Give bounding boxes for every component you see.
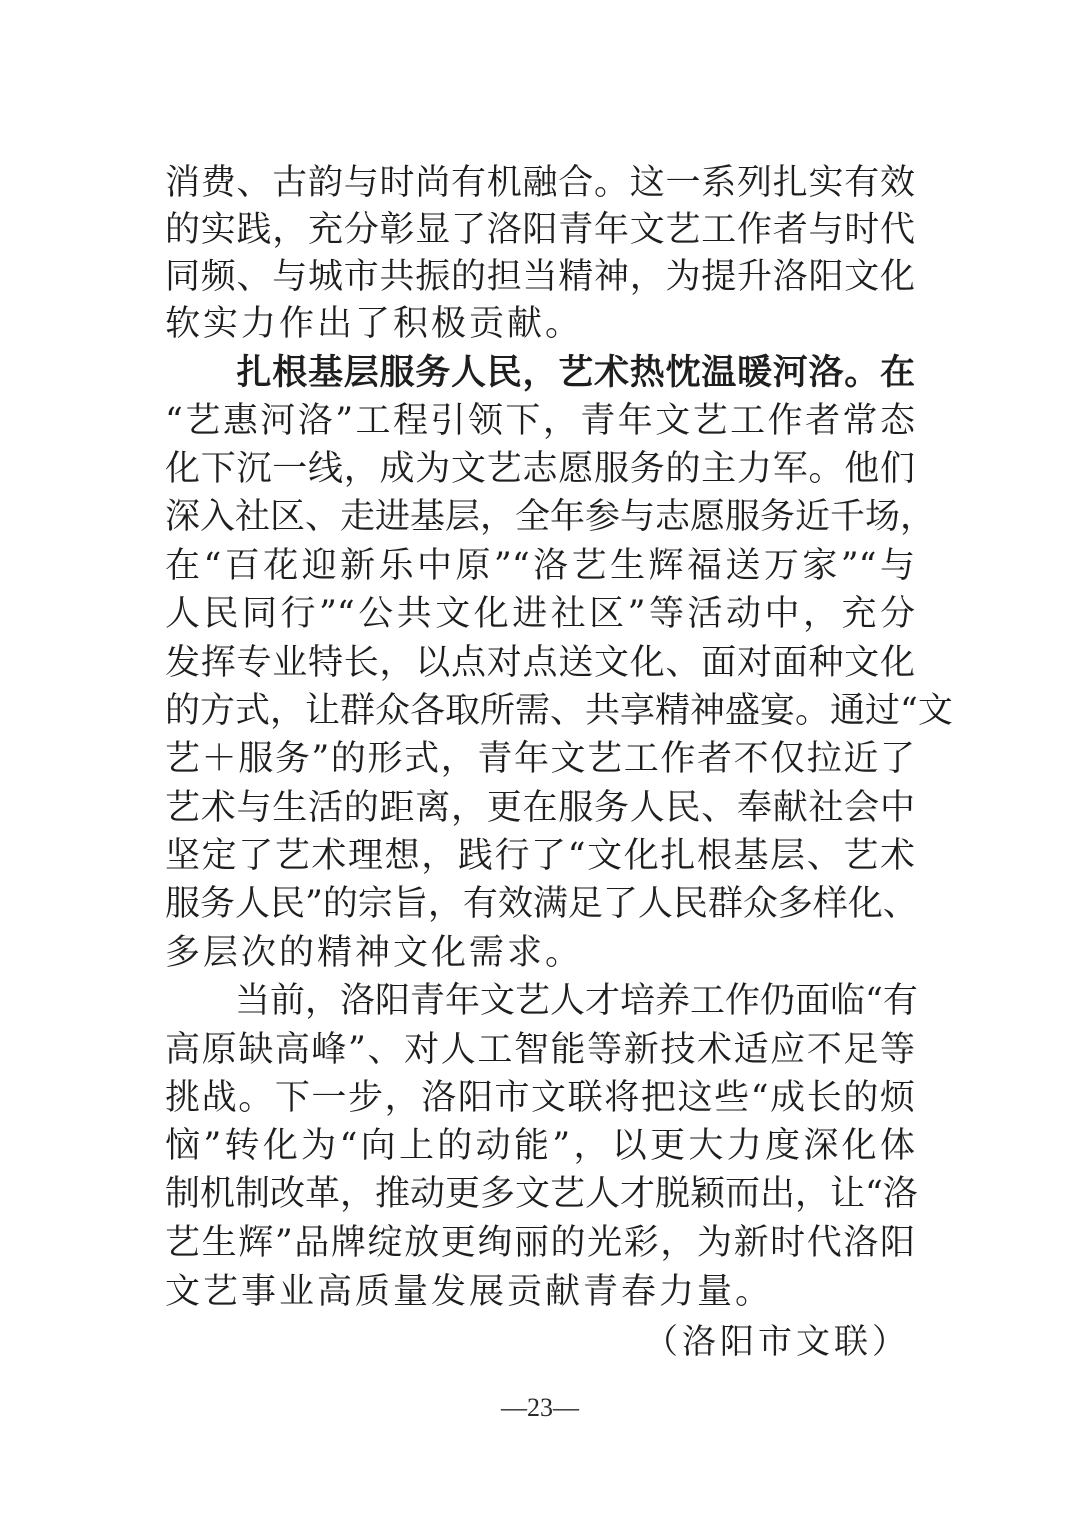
text-line: 坚定了艺术理想，践行了“文化扎根基层、艺术 (165, 836, 915, 876)
text-line: 艺术与生活的距离，更在服务人民、奉献社会中 (165, 788, 915, 828)
text-line: 服务人民”的宗旨，有效满足了人民群众多样化、 (165, 884, 918, 924)
text-line: 人民同行”“公共文化进社区”等活动中，充分 (165, 594, 915, 634)
text-line: 的方式，让群众各取所需、共享精神盛宴。通过“文 (165, 691, 953, 731)
text-line: 消费、古韵与时尚有机融合。这一系列扎实有效 (165, 163, 915, 203)
text-line: 恼”转化为“向上的动能”，以更大力度深化体 (165, 1126, 915, 1166)
text-line: 同频、与城市共振的担当精神，为提升洛阳文化 (165, 257, 915, 297)
text-line: 多层次的精神文化需求。 (165, 933, 584, 973)
text-line: 的实践，充分彰显了洛阳青年文艺工作者与时代 (165, 210, 915, 250)
paragraph-heading-line: 扎根基层服务人民，艺术热忱温暖河洛。在 (165, 352, 915, 393)
text-line: 挑战。下一步，洛阳市文联将把这些“成长的烦 (165, 1078, 915, 1118)
text-line: 化下沉一线，成为文艺志愿服务的主力军。他们 (165, 449, 915, 489)
signature: （洛阳市文联） (644, 1322, 910, 1362)
text-line: 深入社区、走进基层，全年参与志愿服务近千场， (165, 497, 936, 537)
text-line: 高原缺高峰”、对人工智能等新技术适应不足等 (165, 1030, 915, 1070)
text-line: 文艺事业高质量发展贡献青春力量。 (165, 1272, 774, 1312)
text-line: 软实力作出了积极贡献。 (165, 304, 584, 344)
text-line: 发挥专业特长，以点对点送文化、面对面种文化 (165, 643, 915, 683)
page-number: —23— (501, 1393, 579, 1422)
text-line: 在“百花迎新乐中原”“洛艺生辉福送万家”“与 (165, 546, 915, 586)
text-line: 艺＋服务”的形式，青年文艺工作者不仅拉近了 (165, 739, 915, 779)
text-line: 艺生辉”品牌绽放更绚丽的光彩，为新时代洛阳 (165, 1223, 915, 1263)
text-line: “艺惠河洛”工程引领下，青年文艺工作者常态 (165, 401, 915, 441)
text-line: 当前，洛阳青年文艺人才培养工作仍面临“有 (165, 981, 918, 1021)
text-line: 制机制改革，推动更多文艺人才脱颖而出，让“洛 (165, 1174, 918, 1214)
